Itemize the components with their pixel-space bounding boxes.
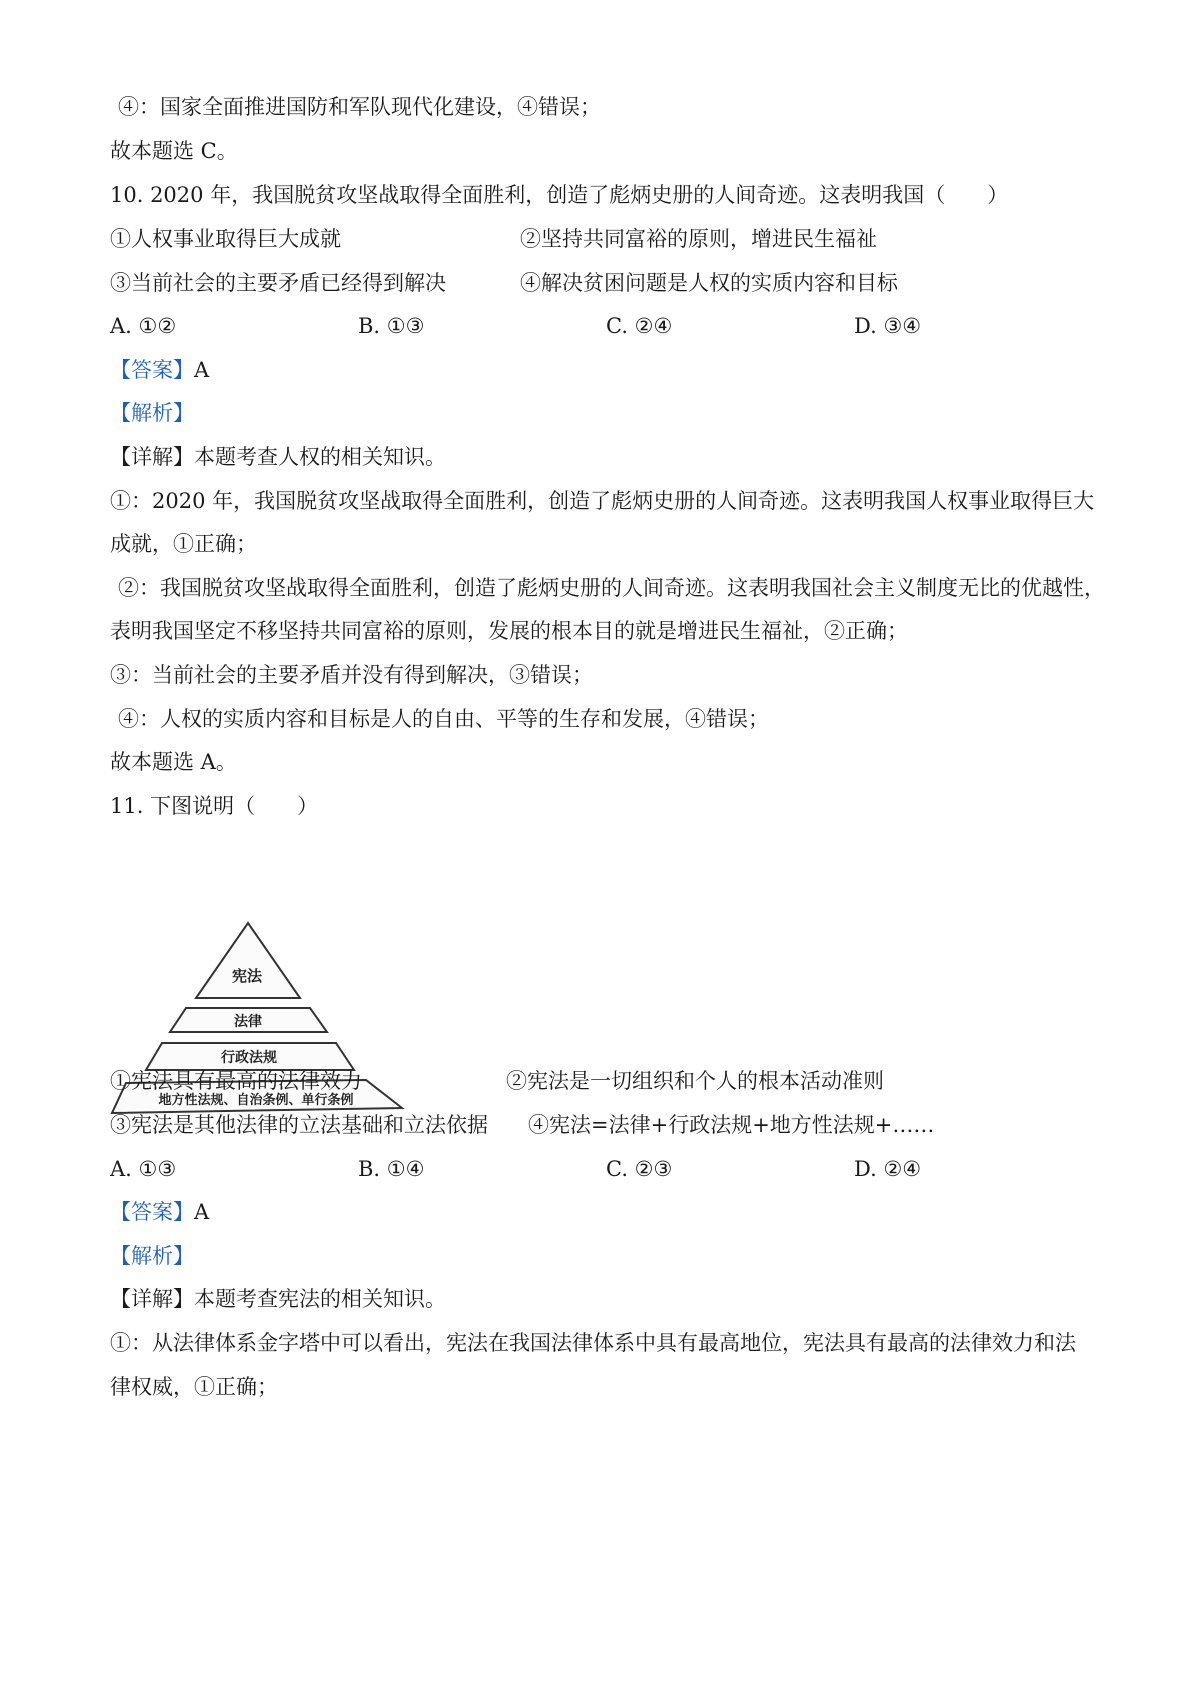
q11-explanation-1b: 律权威，①正确； (110, 1375, 278, 1399)
detail-text: 本题考查宪法的相关知识。 (194, 1287, 446, 1311)
q10-conclusion: 故本题选 A。 (110, 750, 237, 774)
q10-explanation-2b: 表明我国坚定不移坚持共同富裕的原则，发展的根本目的就是增进民生福祉，②正确； (110, 619, 908, 643)
q10-analysis (110, 398, 1110, 428)
q11-option-a: A. ①③ (110, 1157, 177, 1181)
q10-explanation-1a: ①：2020 年，我国脱贫攻坚战取得全面胜利，创造了彪炳史册的人间奇迹。这表明我国人权事业取得巨大 (110, 489, 1095, 513)
q10-option-d: D. ③④ (854, 314, 922, 338)
q10-explanation-4: ④：人权的实质内容和目标是人的自由、平等的生存和发展，④错误； (118, 707, 769, 731)
pyramid-label-2: 法律 (234, 1014, 262, 1030)
q10-option-a: A. ①② (110, 314, 177, 338)
q11-option-d: D. ②④ (854, 1157, 922, 1181)
question-11-stem: 11. 下图说明（ ） (110, 794, 319, 818)
q11-option-c: C. ②③ (606, 1157, 673, 1181)
q10-explanation-3: ③：当前社会的主要矛盾并没有得到解决，③错误； (110, 663, 593, 687)
pyramid-label-1: 宪法 (231, 967, 263, 985)
analysis-label: 【解析】 (110, 1244, 194, 1268)
answer-value: A (194, 1200, 210, 1224)
q11-statement-2: ②宪法是一切组织和个人的根本活动准则 (506, 1069, 884, 1093)
q11-explanation-1a: ①：从法律体系金字塔中可以看出，宪法在我国法律体系中具有最高地位，宪法具有最高的法律效力和法 (110, 1331, 1076, 1355)
answer-value: A (194, 358, 210, 382)
q10-statement-1: ①人权事业取得巨大成就 (110, 227, 341, 251)
q11-statement-1: ①宪法具有最高的法律效力 (110, 1069, 362, 1093)
answer-label: 【答案】 (110, 1200, 194, 1224)
detail-label: 【详解】 (110, 1287, 194, 1311)
q10-statement-3: ③当前社会的主要矛盾已经得到解决 (110, 271, 446, 295)
legal-system-pyramid (108, 920, 408, 1135)
q10-answer (110, 355, 1110, 385)
q11-statement-4: ④宪法=法律+行政法规+地方性法规+…… (528, 1113, 935, 1137)
q10-option-b: B. ①③ (358, 314, 425, 338)
q11-statement-3: ③宪法是其他法律的立法基础和立法依据 (110, 1113, 488, 1137)
detail-label: 【详解】 (110, 445, 194, 469)
q10-explanation-1b: 成就，①正确； (110, 532, 257, 556)
q11-analysis (110, 1241, 1110, 1271)
q10-detail (110, 442, 1110, 472)
detail-text: 本题考查人权的相关知识。 (194, 445, 446, 469)
q10-explanation-2a: ②：我国脱贫攻坚战取得全面胜利，创造了彪炳史册的人间奇迹。这表明我国社会主义制度无比的优越性， (118, 576, 1105, 600)
q11-answer (110, 1197, 1110, 1227)
q11-detail (110, 1284, 1110, 1314)
pyramid-label-4: 地方性法规、自治条例、单行条例 (158, 1093, 354, 1108)
q10-option-c: C. ②④ (606, 314, 673, 338)
prev-explanation-4: ④：国家全面推进国防和军队现代化建设，④错误； (118, 95, 601, 119)
answer-label: 【答案】 (110, 358, 194, 382)
prev-conclusion: 故本题选 C。 (110, 139, 238, 163)
q11-option-b: B. ①④ (358, 1157, 425, 1181)
analysis-label: 【解析】 (110, 401, 194, 425)
pyramid-label-3: 行政法规 (221, 1050, 277, 1066)
pyramid-level-1 (196, 923, 300, 998)
q10-statement-4: ④解决贫困问题是人权的实质内容和目标 (520, 271, 898, 295)
q10-statement-2: ②坚持共同富裕的原则，增进民生福祉 (520, 227, 877, 251)
question-10-stem: 10. 2020 年，我国脱贫攻坚战取得全面胜利，创造了彪炳史册的人间奇迹。这表明我国（ ） (110, 183, 1009, 207)
